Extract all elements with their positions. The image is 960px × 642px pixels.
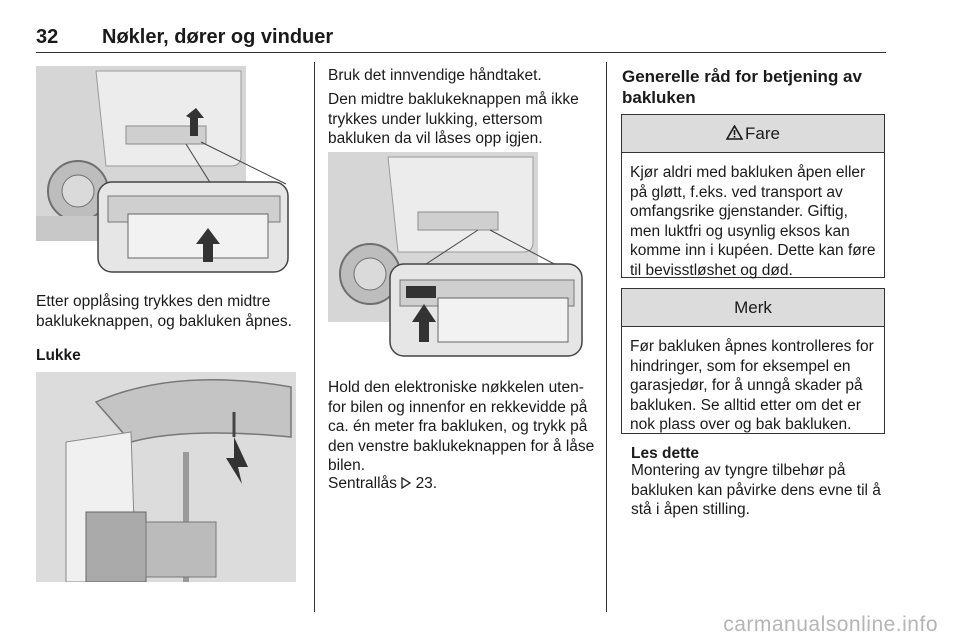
chapter-title: Nøkler, dører og vinduer [102,26,334,48]
column-divider-1 [314,62,315,612]
warning-text: Kjør aldri med bakluken åpen eller på gløtt, f.eks. ved transport av omfangsrike gjenstander. Giftig, men luktfri og usynlig eksos kan komme inn i kupéen. Dette kan føre til bevisstløshet og død. [630,164,876,279]
xref-page[interactable]: 23. [415,475,438,492]
note-box [621,288,885,434]
paragraph-no-press: Den midtre baklukeknappen må ikke trykkes under lukking, ettersom bakluken da vil låses opp igjen. [328,91,579,147]
cross-reference [328,474,600,494]
section-heading: Generelle råd for betjening av bakluken [622,67,862,107]
warning-title: Fare [745,124,780,143]
warning-header [622,115,884,153]
column-divider-2 [606,62,607,612]
note-header: Merk [622,289,884,327]
xref-label: Sentrallås [328,475,397,492]
note-text: Før bakluken åpnes kontrolleres for hindringer, som for eksempel en garasjedør, for å unngå skader på bakluken. Se alltid etter om det er nok plass over og bak bakluken. [630,338,874,433]
figure-tailgate-button-open [36,66,296,276]
figure-tailgate-closing [36,372,296,582]
watermark: carmanualsonline.info [723,613,938,636]
figure-left-button-lock [328,152,590,362]
warning-box [621,114,885,278]
header-rule [36,52,886,53]
read-text: Montering av tyngre tilbehør på bakluken kan påvirke dens evne til å stå i åpen stilling. [631,462,881,518]
triangle-right-icon [401,474,411,494]
paragraph-after-open: Etter opplåsing trykkes den midtre baklukeknappen, og bakluken åpnes. [36,293,292,330]
warning-triangle-icon [726,116,743,153]
read-heading: Les dette [631,445,700,462]
paragraph-lock-key: Hold den elektroniske nøkkelen uten-for bilen og innenfor en rekkevidde på ca. én meter fra bakluken, og trykk på den venstre baklukeknappen for å låse bilen. [328,379,595,474]
page-header [36,26,886,50]
paragraph-handle: Bruk det innvendige håndtaket. [328,67,542,84]
subheading-lukke: Lukke [36,347,81,364]
page-number: 32 [36,26,59,48]
